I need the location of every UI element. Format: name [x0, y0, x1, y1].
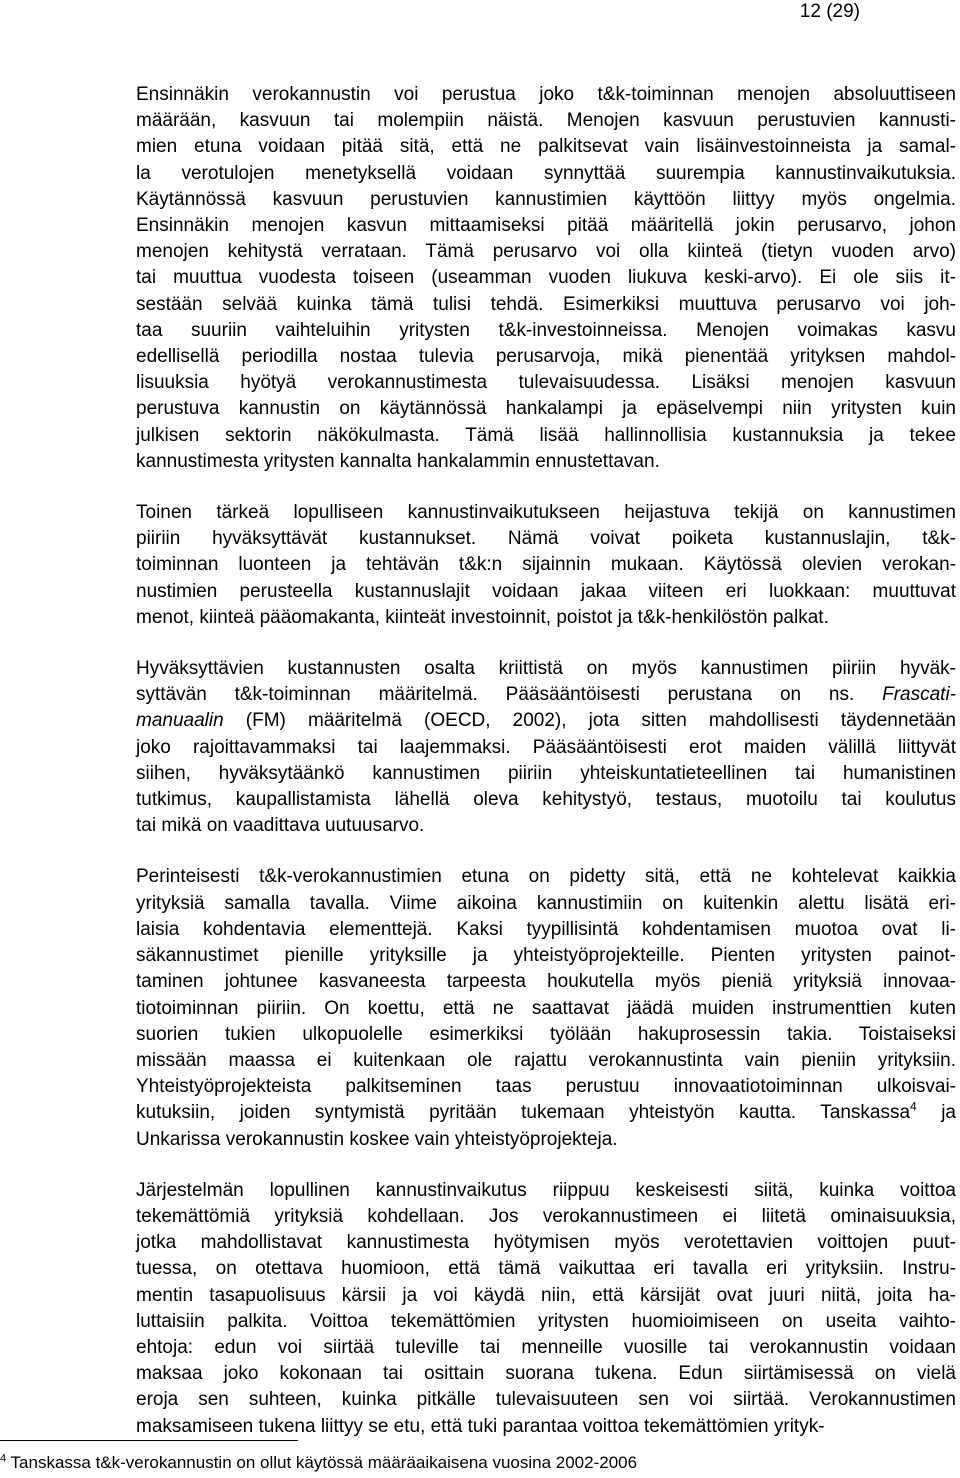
text-line: jotka mahdollistavat kannustimesta hyötymisen myös verotettavien voittojen puut- — [136, 1232, 956, 1254]
text-line: maksaa joko kokonaan tai osittain suorana tukena. Edun siirtämisessä on vielä — [136, 1363, 956, 1385]
paragraph-1 — [136, 82, 956, 475]
text-line: piiriin hyväksyttävät kustannukset. Nämä voivat poiketa kustannuslajin, t&k- — [136, 528, 956, 550]
paragraph-5 — [136, 1178, 956, 1440]
text-line: tai muuttua vuodesta toiseen (useamman vuoden liukuva keski-arvo). Ei ole siis it- — [136, 267, 956, 289]
text-line: taa suuriin vaihteluihin yritysten t&k-investoinneissa. Menojen voimakas kasvu — [136, 319, 956, 341]
text-line: eroja sen suhteen, kuinka pitkälle tulevaisuuteen sen voi siirtää. Verokannustimen — [136, 1389, 956, 1411]
body-text — [136, 82, 956, 1465]
text-line: Yhteistyöprojekteista palkitseminen taas perustuu innovaatiotoiminnan ulkoisvai- — [136, 1076, 956, 1098]
text-line: Unkarissa verokannustin koskee vain yhteistyöprojekteja. — [136, 1128, 618, 1150]
footnote-divider — [0, 1440, 298, 1441]
text-line: siihen, hyväksytäänkö kannustimen piiriin yhteiskuntatieteellinen tai humanistinen — [136, 762, 956, 784]
text-segment: (FM) määritelmä (OECD, 2002), jota sitten mahdollisesti täydennetään — [223, 710, 956, 732]
text-line: la verotulojen menetyksellä voidaan synnyttää suurempia kannustinvaikutuksia. — [136, 162, 956, 184]
text-line: ehtoja: edun voi siirtää tuleville tai menneille vuosille tai verokannustin voidaan — [136, 1336, 956, 1358]
text-line: Järjestelmän lopullinen kannustinvaikutus riippuu keskeisesti siitä, kuinka voittoa — [136, 1179, 956, 1201]
text-line: luttaisiin palkita. Voittoa tekemättömien yritysten huomioimiseen on useita vaihto- — [136, 1310, 956, 1332]
text-line: Ensinnäkin verokannustin voi perustua joko t&k-toiminnan menojen absoluuttiseen — [136, 84, 956, 105]
text-line: julkisen sektorin näkökulmasta. Tämä lisää hallinnollisia kustannuksia ja tekee — [136, 424, 956, 446]
text-line: laisia kohdentavia elementtejä. Kaksi tyypillisintä kohdentamisen muotoa ovat li- — [136, 918, 956, 940]
paragraph-3 — [136, 656, 956, 839]
text-line: maksamiseen tukena liittyy se etu, että tuki parantaa voittoa tekemättömien yrityk- — [136, 1415, 825, 1437]
text-line: Käytännössä kasvuun perustuvien kannustimien käyttöön liittyy myös ongelmia. — [136, 188, 956, 210]
text-segment: syttävän t&k-toiminnan määritelmä. Pääsääntöisesti perustana on ns. — [136, 684, 883, 706]
text-line: lisuuksia hyötyä verokannustimesta tulevaisuudessa. Lisäksi menojen kasvuun — [136, 372, 956, 394]
text-segment: kutuksiin, joiden syntymistä pyritään tukemaan yhteistyön kautta. Tanskassa — [136, 1102, 911, 1124]
italic-text: manuaalin — [136, 710, 224, 732]
text-line: joko rajoittavammaksi tai laajemmaksi. Pääsääntöisesti erot maiden välillä liittyvät — [136, 736, 956, 758]
text-line: yrityksiä samalla tavalla. Viime aikoina kannustimiin on kuitenkin alettu lisätä eri- — [136, 892, 956, 914]
text-segment: ja — [916, 1102, 956, 1124]
footnote-marker: 4 — [0, 1452, 7, 1465]
text-line: missään maassa ei kuitenkaan ole rajattu verokannustinta vain pieniin yrityksiin. — [136, 1049, 956, 1071]
text-line: tai mikä on vaadittava uutuusarvo. — [136, 815, 425, 837]
text-line: tekemättömiä yrityksiä kohdellaan. Jos verokannustimeen ei liitetä ominaisuuksia, — [136, 1205, 956, 1227]
text-line — [136, 682, 956, 708]
paragraph-2 — [136, 500, 956, 631]
paragraph-4 — [136, 864, 956, 1152]
text-line: Ensinnäkin menojen kasvun mittaamiseksi pitää määritellä jokin perusarvo, johon — [136, 215, 956, 237]
text-line: tiotoiminnan piiriin. On koettu, että ne saattavat jäädä muiden instrumenttien kuten — [136, 997, 956, 1019]
text-line: taminen johtunee kasvaneesta tarpeesta houkutella myös pieniä yrityksiä innovaa- — [136, 971, 956, 993]
text-line: Perinteisesti t&k-verokannustimien etuna on pidetty sitä, että ne kohtelevat kaikkia — [136, 866, 956, 888]
page-number: 12 (29) — [799, 1, 860, 22]
text-line: Toinen tärkeä lopulliseen kannustinvaikutukseen heijastuva tekijä on kannustimen — [136, 502, 956, 524]
text-line — [136, 708, 956, 734]
text-line: mentin tasapuolisuus kärsii ja voi käydä niin, että kärsijät ovat juuri niitä, joita ha- — [136, 1284, 956, 1306]
text-line: menojen kehitystä verrataan. Tämä perusarvo voi olla kiinteä (tietyn vuoden arvo) — [136, 241, 956, 263]
text-line — [136, 1100, 956, 1126]
text-line: nustimien perusteella kustannuslajit voidaan jakaa viiteen eri luokkaan: muuttuvat — [136, 580, 956, 602]
footnote — [0, 1452, 637, 1474]
text-line: sestään selvää kuinka tämä tulisi tehdä. Esimerkiksi muuttuva perusarvo voi joh- — [136, 293, 956, 315]
text-line: menot, kiinteä pääomakanta, kiinteät investoinnit, poistot ja t&k-henkilöstön palkat. — [136, 606, 829, 628]
text-line: perustuva kannustin on käytännössä hankalampi ja epäselvempi niin yritysten kuin — [136, 398, 956, 420]
text-line: tutkimus, kaupallistamista lähellä oleva kehitystyö, testaus, muotoilu tai koulutus — [136, 789, 956, 811]
text-line: määrään, kasvuun tai molempiin näistä. Menojen kasvuun perustuvien kannusti- — [136, 110, 956, 132]
text-line: toiminnan luonteen ja tehtävän t&k:n sijainnin mukaan. Käytössä olevien verokan- — [136, 554, 956, 576]
footnote-reference: 4 — [910, 1099, 917, 1114]
text-line: edellisellä periodilla nostaa tulevia perusarvoja, mikä pienentää yrityksen mahdol- — [136, 346, 956, 368]
italic-text: Frascati- — [882, 684, 956, 706]
text-line: Hyväksyttävien kustannusten osalta kriittistä on myös kannustimen piiriin hyväk- — [136, 658, 956, 680]
text-line: kannustimesta yritysten kannalta hankalammin ennustettavan. — [136, 450, 660, 472]
text-line: säkannustimet pienille yrityksille ja yhteistyöprojekteille. Pienten yritysten painot- — [136, 945, 956, 967]
footnote-text: Tanskassa t&k-verokannustin on ollut käytössä määräaikaisena vuosina 2002-2006 — [6, 1453, 638, 1472]
text-line: tuessa, on otettava huomioon, että tämä vaikuttaa eri tavalla eri yrityksiin. Instru- — [136, 1258, 956, 1280]
text-line: mien etuna voidaan pitää sitä, että ne palkitsevat vain lisäinvestoinneista ja samal- — [136, 136, 956, 158]
text-line: suorien tukien ulkopuolelle esimerkiksi työlään hakuprosessin takia. Toistaiseksi — [136, 1023, 956, 1045]
